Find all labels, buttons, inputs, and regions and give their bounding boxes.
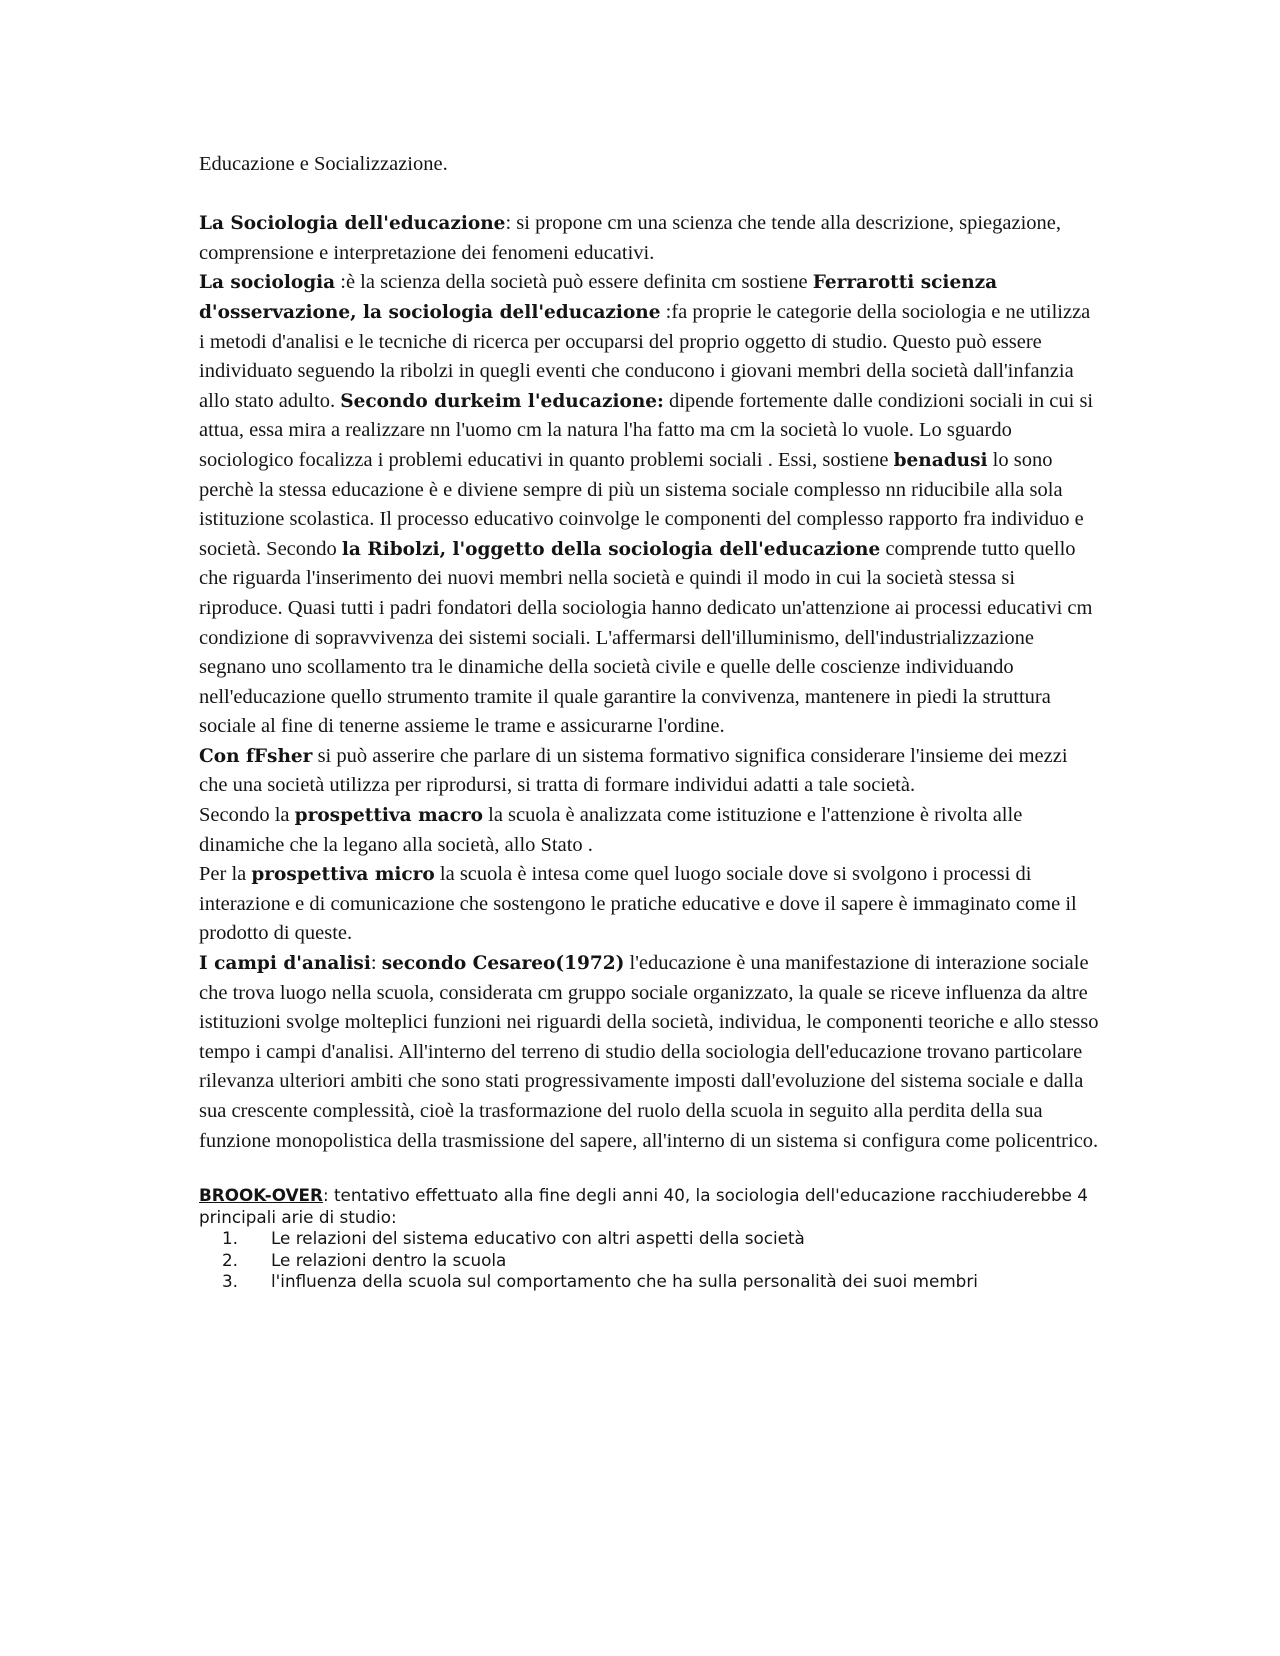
paragraph-text: comprende tutto quello che riguarda l'inserimento dei nuovi membri nella società e quindi il modo in cui la società stessa si riproduce. Quasi tutti i padri fondatori della sociologia hanno dedicato un'attenzione ai processi educativi cm condizione di sopravvivenza dei sistemi sociali. L'affermarsi dell'illuminismo, dell'industrializzazione segnano uno scollamento tra le dinamiche della società civile e quelle delle coscienze individuando nell'educazione quello strumento tramite il quale garantire la convivenza, mantenere in piedi la struttura sociale al fine di tenerne assieme le trame e assicurarne l'ordine. — [199, 537, 1093, 738]
paragraph-text: :fa proprie le categorie della sociologia e ne utilizza i metodi d'analisi e le tecniche di ricerca per occuparsi del proprio oggetto di studio. Questo può essere individuato seguendo la ribolzi in quegli eventi che conducono i giovani membri della società dall'infanzia allo stato adulto. — [199, 300, 1091, 412]
brook-over-text: : tentativo effettuato alla fine degli anni 40, la sociologia dell'educazione racchiuderebbe 4 principali arie di studio: — [199, 1185, 1088, 1227]
bold-term: secondo Cesareo(1972) — [381, 953, 625, 975]
brook-over-intro — [199, 1185, 1099, 1228]
list-item — [199, 1250, 1099, 1272]
bold-term: prospettiva macro — [294, 805, 484, 827]
paragraph-text: : — [370, 952, 382, 975]
paragraph-text: si può asserire che parlare di un sistema formativo significa considerare l'insieme dei mezzi che una società utilizza per riprodursi, si tratta di formare individui adatti a tale società. — [199, 744, 1068, 797]
document-body — [199, 209, 1099, 1156]
document-title: Educazione e Socializzazione. — [199, 153, 448, 175]
bold-term: La Sociologia dell'educazione — [199, 213, 506, 235]
list-number: 3. — [221, 1271, 238, 1292]
brook-over-section — [199, 1185, 1099, 1293]
paragraph-sociologia-educazione — [199, 209, 1099, 268]
bold-term: la Ribolzi, l'oggetto della sociologia dell'educazione — [341, 538, 881, 560]
list-number: 2. — [221, 1249, 238, 1270]
paragraph-text: la scuola è intesa come quel luogo sociale dove si svolgono i processi di interazione e di comunicazione che sostengono le pratiche educative e dove il sapere è immaginato come il prodotto di queste. — [199, 863, 1077, 945]
study-areas-list — [199, 1228, 1099, 1293]
paragraph-prospettiva-micro — [199, 860, 1099, 949]
paragraph-text: :è la scienza della società può essere definita cm sostiene — [335, 271, 813, 294]
list-text: Le relazioni dentro la scuola — [271, 1249, 507, 1270]
paragraph-text: l'educazione è una manifestazione di interazione sociale che trova luogo nella scuola, considerata cm gruppo sociale organizzato, la quale se riceve influenza da altre istituzioni svolge molteplici funzioni nei riguardi della società, individua, le componenti teoriche e allo stesso tempo i campi d'analisi. All'interno del terreno di studio della sociologia dell'educazione trovano particolare rilevanza ulteriori ambiti che sono stati progressivamente imposti dall'evoluzione del sistema sociale e dalla sua crescente complessità, cioè la trasformazione del ruolo della scuola in seguito alla perdita della sua funzione monopolistica della trasmissione del sapere, all'interno di un sistema si configura come policentrico. — [199, 952, 1099, 1152]
list-item — [199, 1228, 1099, 1250]
paragraph-text: Per la — [199, 863, 252, 886]
paragraph-text: lo sono perchè la stessa educazione è e diviene sempre di più un sistema sociale complesso nn riducibile alla sola istituzione scolastica. Il processo educativo coinvolge le componenti del complesso rapporto fra individuo e società. Secondo — [199, 448, 1084, 560]
list-number: 1. — [221, 1228, 238, 1249]
paragraph-campi-analisi — [199, 949, 1099, 1156]
list-item — [199, 1271, 1099, 1293]
bold-term: I campi d'analisi — [199, 953, 371, 975]
bold-term: La sociologia — [199, 272, 336, 294]
bold-term: Con fFsher — [199, 745, 313, 767]
document-page — [199, 150, 1099, 1293]
paragraph-text: Secondo la — [199, 804, 295, 827]
paragraph-text: la scuola è analizzata come istituzione e l'attenzione è rivolta alle dinamiche che la legano alla società, allo Stato . — [199, 804, 1023, 856]
list-text: l'influenza della scuola sul comportamento che ha sulla personalità dei suoi membri — [271, 1271, 978, 1292]
bold-term: benadusi — [893, 449, 988, 471]
paragraph-fisher — [199, 742, 1099, 801]
paragraph-sociologia — [199, 268, 1099, 742]
bold-term: Ferrarotti scienza d'osservazione, la sociologia dell'educazione — [199, 272, 998, 323]
list-text: Le relazioni del sistema educativo con altri aspetti della società — [271, 1228, 805, 1249]
paragraph-text: : si propone cm una scienza che tende alla descrizione, spiegazione, comprensione e interpretazione dei fenomeni educativi. — [199, 212, 1061, 264]
bold-term: prospettiva micro — [251, 864, 435, 886]
bold-term: Secondo durkeim l'educazione: — [340, 390, 664, 412]
brook-over-label: BROOK-OVER — [199, 1185, 323, 1206]
paragraph-text: dipende fortemente dalle condizioni sociali in cui si attua, essa mira a realizzare nn l'uomo cm la natura l'ha fatto ma cm la società lo vuole. Lo sguardo sociologico focalizza i problemi educativi in quanto problemi sociali . Essi, sostiene — [199, 389, 1094, 471]
paragraph-prospettiva-macro — [199, 801, 1099, 860]
